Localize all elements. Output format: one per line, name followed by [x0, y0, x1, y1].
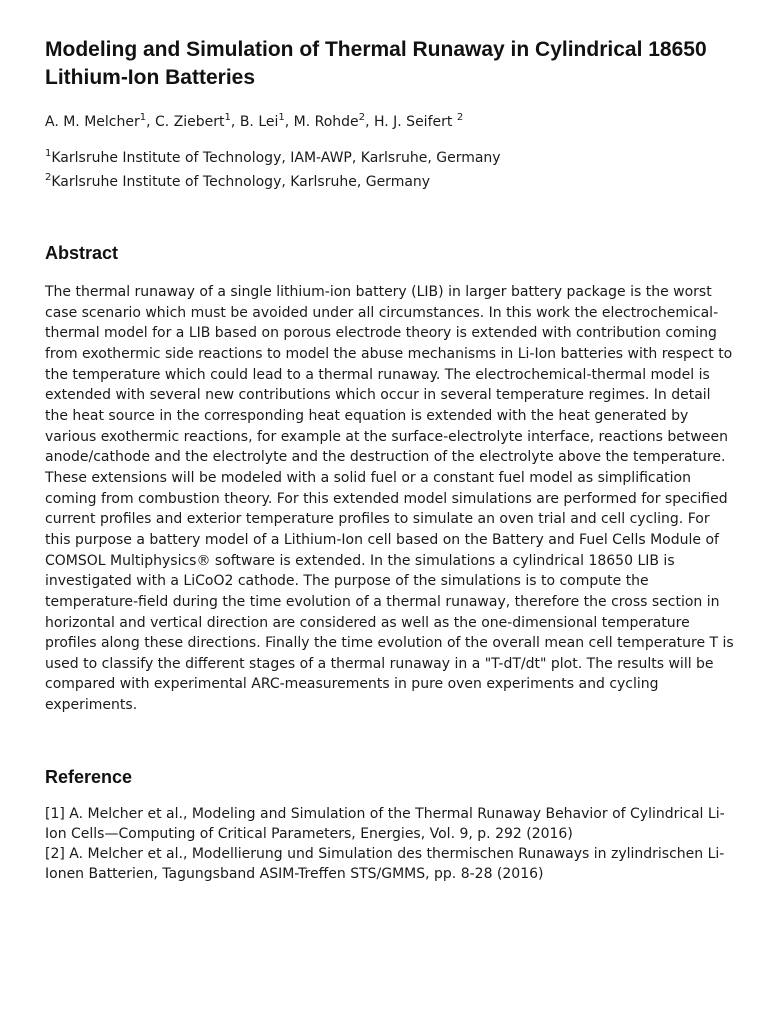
author-separator: ,: [230, 114, 240, 130]
author-separator: ,: [146, 114, 156, 130]
reference-item: [1] A. Melcher et al., Modeling and Simulation of the Thermal Runaway Behavior of Cylindrical Li-Ion Cells—Computing of Critical Parameters, Energies, Vol. 9, p. 292 (2016): [45, 805, 725, 842]
abstract-heading: Abstract: [45, 243, 119, 263]
reference-list: [45, 804, 735, 884]
abstract-body: The thermal runaway of a single lithium-ion battery (LIB) in larger battery package is the worst case scenario which must be avoided under all circumstances. In this work the electrochemical-thermal model for a LIB based on porous electrode theory is extended with contribution coming from exothermic side reactions to model the abuse mechanisms in Li-Ion batteries with respect to the temperature which could lead to a thermal runaway. The electrochemical-thermal model is extended with several new contributions which occur in several temperature regimes. In detail the heat source in the corresponding heat equation is extended with the heat generated by various exothermic reactions, for example at the surface-electrolyte interface, reactions between anode/cathode and the electrolyte and the destruction of the electrolyte above the temperature. These extensions will be modeled with a solid fuel or a constant fuel model as simplification coming from combustion theory. For this extended model simulations are performed for specified current profiles and exterior temperature profiles to simulate an oven trial and cell cycling. For this purpose a battery model of a Lithium-Ion cell based on the Battery and Fuel Cells Module of COMSOL Multiphysics® software is extended. In the simulations a cylindrical 18650 LIB is investigated with a LiCoO2 cathode. The purpose of the simulations is to compute the temperature-field during the time evolution of a thermal runaway, therefore the cross section in horizontal and vertical direction are considered as well as the one-dimensional temperature profiles along these directions. Finally the time evolution of the overall mean cell temperature T is used to classify the different stages of a thermal runaway in a "T-dT/dt" plot. The results will be compared with experimental ARC-measurements in pure oven experiments and cycling experiments.: [45, 284, 734, 714]
affiliation-mark: 1: [45, 148, 52, 159]
affiliation-mark: 2: [45, 172, 52, 183]
paper-page: [45, 36, 735, 884]
affiliation-text: Karlsruhe Institute of Technology, Karlsruhe, Germany: [51, 174, 431, 190]
author-affiliation-mark: 1: [224, 112, 231, 123]
affiliation-text: Karlsruhe Institute of Technology, IAM-AWP, Karlsruhe, Germany: [51, 150, 501, 166]
reference-heading: Reference: [45, 766, 133, 787]
author-affiliation-mark: 2: [456, 112, 464, 123]
author-separator: ,: [365, 114, 374, 130]
author-separator: ,: [284, 114, 294, 130]
paper-title: Modeling and Simulation of Thermal Runaway in Cylindrical 18650 Lithium-Ion Batteries: [45, 38, 707, 89]
affiliation-list: [45, 146, 735, 194]
author-name: M. Rohde: [293, 114, 359, 130]
author-affiliation-mark: 2: [358, 112, 366, 123]
author-name: C. Ziebert: [155, 114, 225, 130]
reference-item: [2] A. Melcher et al., Modellierung und Simulation des thermischen Runaways in zylindrischen Li-Ionen Batterien, Tagungsband ASIM-Treffen STS/GMMS, pp. 8-28 (2016): [45, 845, 725, 882]
author-name: B. Lei: [239, 114, 279, 130]
author-affiliation-mark: 1: [278, 112, 285, 123]
author-name: A. M. Melcher: [45, 114, 140, 130]
affiliation-item: [45, 146, 735, 170]
author-name: H. J. Seifert: [373, 114, 457, 130]
author-list: [45, 112, 735, 132]
affiliation-item: [45, 170, 735, 194]
author-affiliation-mark: 1: [139, 112, 147, 123]
